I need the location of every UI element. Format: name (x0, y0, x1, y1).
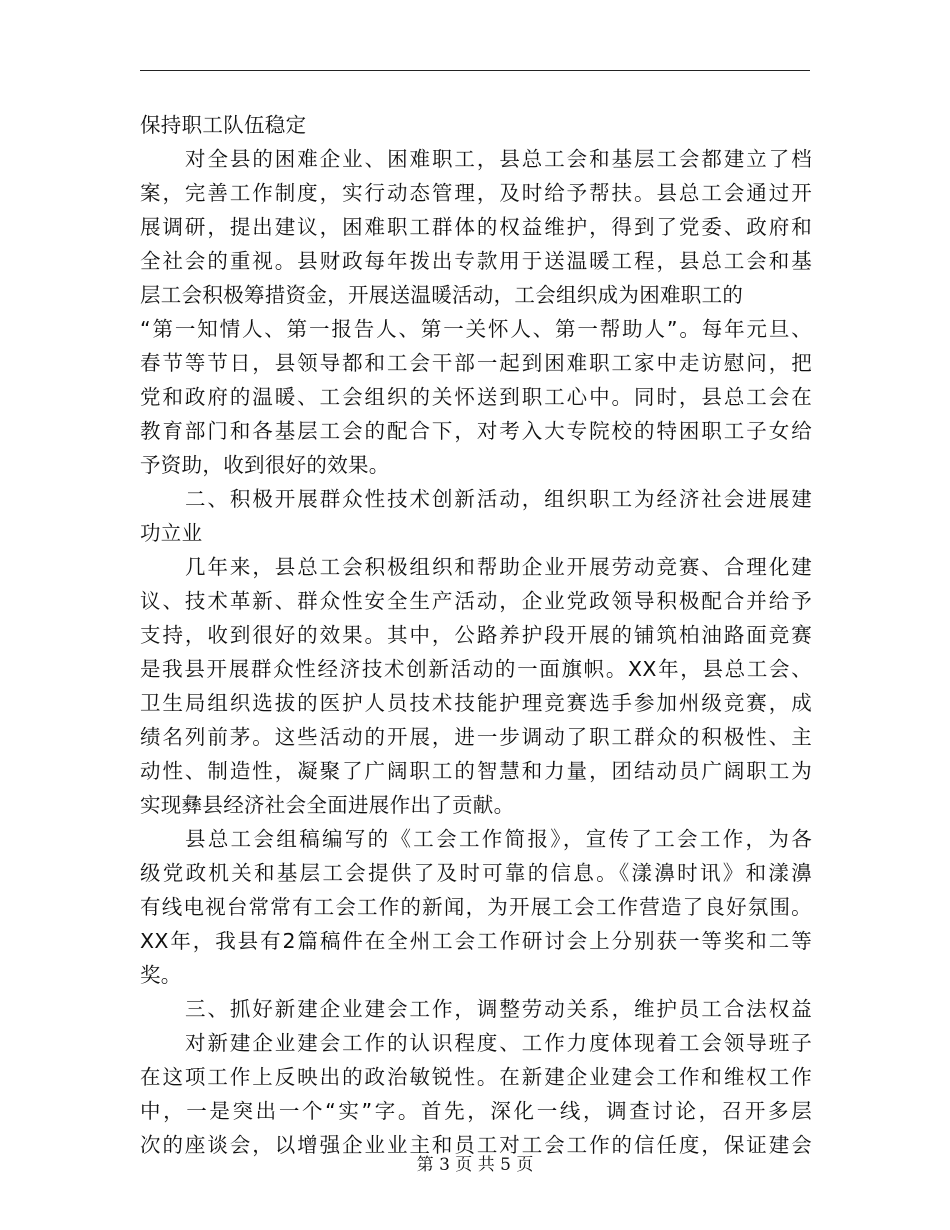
section-heading-line: 功立业 (140, 521, 203, 545)
paragraph-line: 支持，收到很好的效果。其中，公路养护段开展的铺筑柏油路面竞赛 (140, 623, 812, 647)
paragraph-line: 案，完善工作制度，实行动态管理，及时给予帮扶。县总工会通过开 (140, 181, 812, 205)
paragraph-line: 动性、制造性，凝聚了广阔职工的智慧和力量，团结动员广阔职工为 (140, 759, 812, 783)
paragraph-line: 级党政机关和基层工会提供了及时可靠的信息。《漾濞时讯》和漾濞 (140, 861, 812, 885)
paragraph-line: 对全县的困难企业、困难职工，县总工会和基层工会都建立了档 (185, 147, 812, 171)
paragraph-line: XX年，我县有2篇稿件在全州工会工作研讨会上分别获一等奖和二等 (140, 929, 812, 953)
paragraph-line: 实现彝县经济社会全面进展作出了贡献。 (140, 793, 515, 817)
paragraph-line: 层工会积极筹措资金，开展送温暖活动，工会组织成为困难职工的 (140, 283, 744, 307)
paragraph-line: 展调研，提出建议，困难职工群体的权益维护，得到了党委、政府和 (140, 215, 812, 239)
paragraph-line: “第一知情人、第一报告人、第一关怀人、第一帮助人”。每年元旦、 (140, 317, 812, 341)
paragraph-line: 县总工会组稿编写的《工会工作简报》，宣传了工会工作，为各 (185, 827, 812, 851)
page-number-footer: 第 3 页 共 5 页 (416, 1155, 534, 1175)
header-rule (140, 70, 810, 71)
paragraph-line: 奖。 (140, 963, 182, 987)
paragraph-line: 在这项工作上反映出的政治敏锐性。在新建企业建会工作和维权工作 (140, 1065, 812, 1089)
paragraph-line: 卫生局组织选拔的医护人员技术技能护理竞赛选手参加州级竞赛，成 (140, 691, 812, 715)
paragraph-line: 几年来，县总工会积极组织和帮助企业开展劳动竞赛、合理化建 (185, 555, 812, 579)
paragraph-line: 议、技术革新、群众性安全生产活动，企业党政领导积极配合并给予 (140, 589, 812, 613)
paragraph-line: 教育部门和各基层工会的配合下，对考入大专院校的特困职工子女给 (140, 419, 812, 443)
paragraph-line: 有线电视台常常有工会工作的新闻，为开展工会工作营造了良好氛围。 (140, 895, 812, 919)
paragraph-line: 次的座谈会，以增强企业业主和员工对工会工作的信任度，保证建会 (140, 1133, 812, 1157)
paragraph-line: 中，一是突出一个“实”字。首先，深化一线，调查讨论，召开多层 (140, 1099, 812, 1123)
paragraph-line: 春节等节日，县领导都和工会干部一起到困难职工家中走访慰问，把 (140, 351, 812, 375)
paragraph-line: 是我县开展群众性经济技术创新活动的一面旗帜。XX年，县总工会、 (140, 657, 812, 681)
paragraph-line: 绩名列前茅。这些活动的开展，进一步调动了职工群众的积极性、主 (140, 725, 812, 749)
section-heading-line: 二、积极开展群众性技术创新活动，组织职工为经济社会进展建 (185, 487, 812, 511)
paragraph-line: 全社会的重视。县财政每年拨出专款用于送温暖工程，县总工会和基 (140, 249, 812, 273)
paragraph-line: 予资助，收到很好的效果。 (140, 453, 390, 477)
section-heading-line: 三、抓好新建企业建会工作，调整劳动关系，维护员工合法权益 (185, 997, 812, 1021)
paragraph-line: 对新建企业建会工作的认识程度、工作力度体现着工会领导班子 (185, 1031, 812, 1055)
paragraph-line: 党和政府的温暖、工会组织的关怀送到职工心中。同时，县总工会在 (140, 385, 812, 409)
paragraph-line: 保持职工队伍稳定 (140, 113, 307, 137)
